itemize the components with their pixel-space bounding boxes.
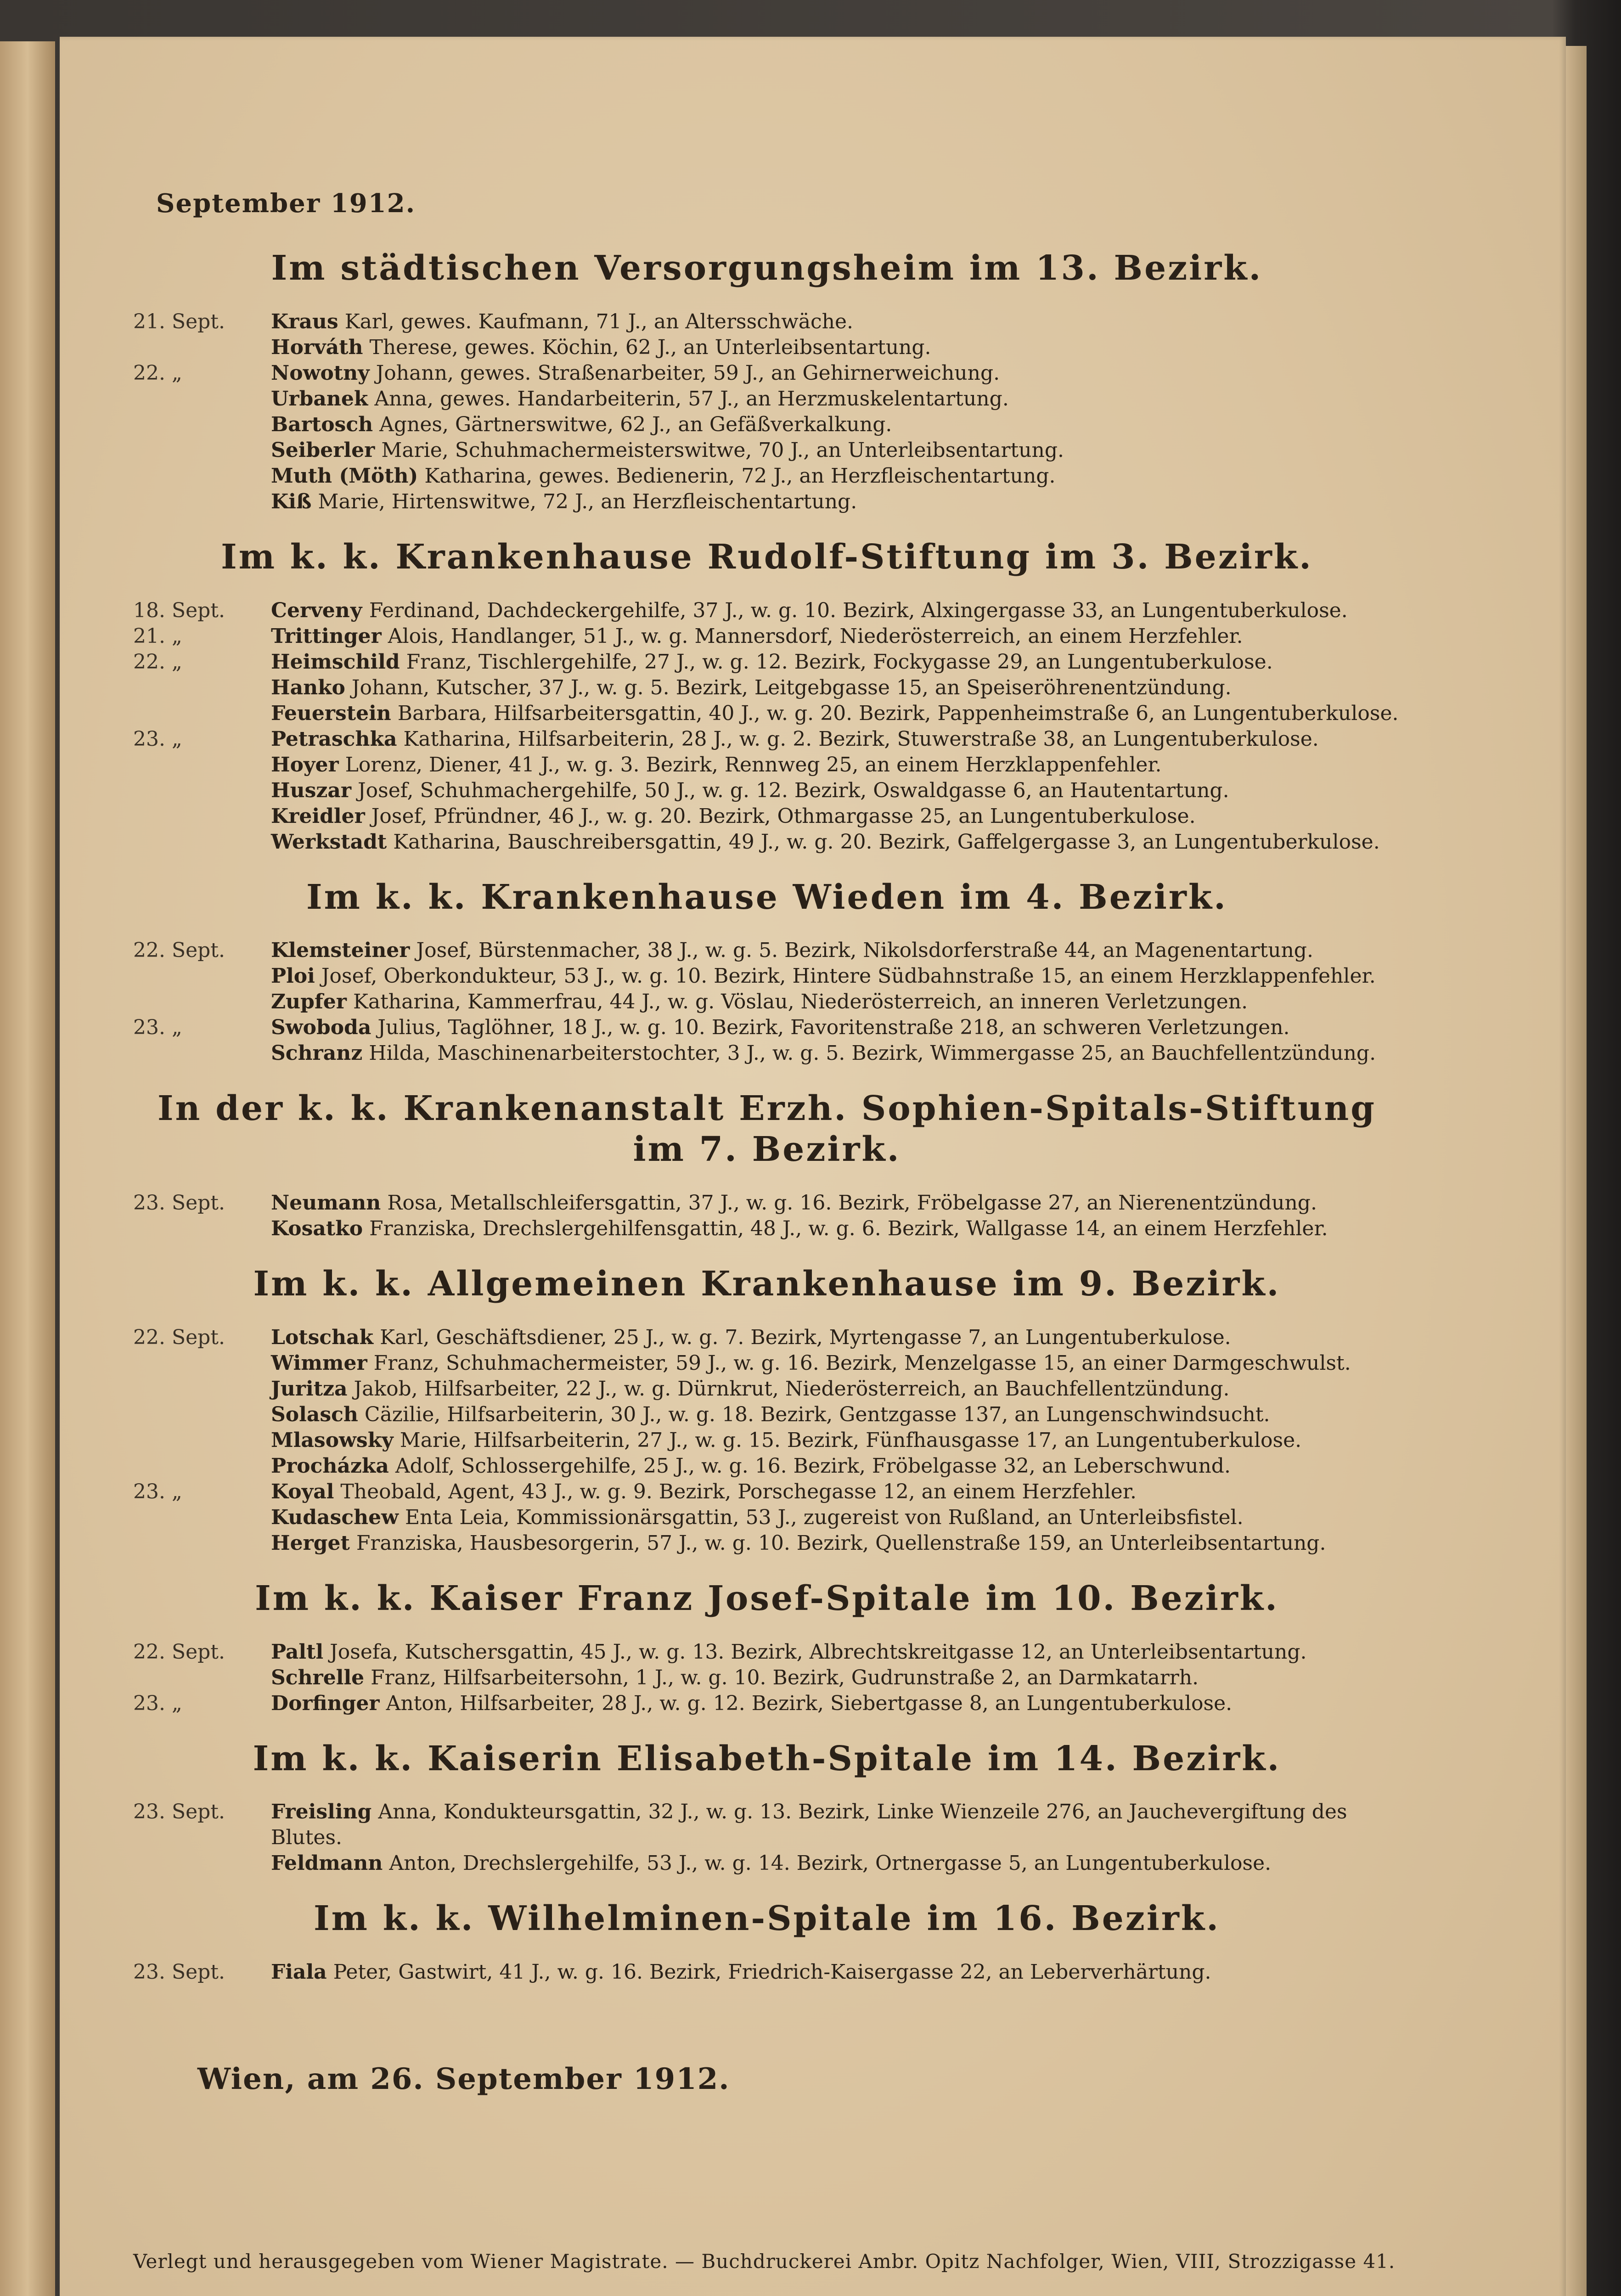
entry-text <box>271 1376 1401 1402</box>
entry-text <box>271 1691 1401 1716</box>
entry-date: 23. „ <box>133 1691 182 1715</box>
entry-details: Franziska, Drechslergehilfensgattin, 48 J., w. g. 6. Bezirk, Wallgasse 14, an einem Herzfehler. <box>369 1216 1328 1240</box>
deceased-surname: Ploi <box>271 964 315 988</box>
entry-details: Franz, Hilfsarbeitersohn, 1 J., w. g. 10. Bezirk, Gudrunstraße 2, an Darmkatarrh. <box>371 1666 1199 1689</box>
death-entry <box>133 1402 1401 1428</box>
entry-details: Franz, Schuhmachermeister, 59 J., w. g. 16. Bezirk, Menzelgasse 15, an einer Darmgeschwulst. <box>373 1351 1351 1375</box>
entry-text <box>271 701 1401 726</box>
hospital-section <box>133 248 1401 515</box>
entry-text <box>271 489 1401 515</box>
deceased-surname: Seiberler <box>271 438 375 462</box>
hospital-section <box>133 877 1401 1067</box>
deceased-surname: Kreidler <box>271 804 365 828</box>
hospital-section <box>133 1578 1401 1716</box>
section-title: Im k. k. Kaiser Franz Josef-Spitale im 10. Bezirk. <box>255 1578 1279 1618</box>
deceased-surname: Freisling <box>271 1800 372 1824</box>
entry-details: Enta Leia, Kommissionärsgattin, 53 J., zugereist von Rußland, an Unterleibsfistel. <box>405 1505 1244 1529</box>
entry-text <box>271 1639 1401 1665</box>
entry-date: 22. Sept. <box>133 939 225 962</box>
entry-date: 22. Sept. <box>133 1640 225 1664</box>
entry-text <box>271 1190 1401 1216</box>
entry-text <box>271 726 1401 752</box>
entry-text <box>271 1325 1401 1351</box>
deceased-surname: Paltl <box>271 1640 324 1664</box>
section-title: Im städtischen Versorgungsheim im 13. Bezirk. <box>271 248 1263 288</box>
entry-details: Josef, Schuhmachergehilfe, 50 J., w. g. 12. Bezirk, Oswaldgasse 6, an Hautentartung. <box>358 778 1229 802</box>
deceased-surname: Huszar <box>271 778 352 802</box>
section-title: Im k. k. Krankenhause Wieden im 4. Bezirk. <box>306 877 1227 917</box>
death-entry <box>133 1325 1401 1351</box>
deceased-surname: Kiß <box>271 490 312 513</box>
entry-details: Rosa, Metallschleifersgattin, 37 J., w. g. 16. Bezirk, Fröbelgasse 27, an Nierenentzündung. <box>387 1191 1317 1215</box>
entry-text <box>271 778 1401 804</box>
hospital-section <box>133 1898 1401 1985</box>
entry-details: Alois, Handlanger, 51 J., w. g. Mannersdorf, Niederösterreich, an einem Herzfehler. <box>388 624 1243 648</box>
entry-text <box>271 1351 1401 1376</box>
entry-text <box>271 804 1401 829</box>
deceased-surname: Neumann <box>271 1191 381 1215</box>
deceased-surname: Swoboda <box>271 1016 371 1040</box>
entry-details: Hilda, Maschinenarbeiterstochter, 3 J., w. g. 5. Bezirk, Wimmergasse 25, an Bauchfellentzündung. <box>369 1041 1376 1065</box>
entry-details: Katharina, Hilfsarbeiterin, 28 J., w. g. 2. Bezirk, Stuwerstraße 38, an Lungentuberkulose. <box>403 727 1319 751</box>
deceased-surname: Bartosch <box>271 412 373 436</box>
death-entry <box>133 938 1401 963</box>
death-entry <box>133 463 1401 489</box>
deceased-surname: Petraschka <box>271 727 397 751</box>
entry-details: Karl, Geschäftsdiener, 25 J., w. g. 7. Bezirk, Myrtengasse 7, an Lungentuberkulose. <box>380 1325 1231 1349</box>
death-entry <box>133 989 1401 1015</box>
deceased-surname: Kraus <box>271 310 338 333</box>
deceased-surname: Lotschak <box>271 1325 374 1349</box>
death-entry <box>133 649 1401 675</box>
deceased-surname: Mlasowsky <box>271 1428 394 1452</box>
deceased-surname: Feuerstein <box>271 701 391 725</box>
death-entry <box>133 624 1401 649</box>
deceased-surname: Kosatko <box>271 1216 363 1240</box>
death-entry <box>133 675 1401 701</box>
deceased-surname: Horváth <box>271 335 363 359</box>
section-title: Im k. k. Wilhelminen-Spitale im 16. Bezirk. <box>314 1899 1220 1939</box>
entry-text <box>271 1041 1401 1066</box>
death-entry <box>133 1453 1401 1479</box>
entry-details: Katharina, Bauschreibersgattin, 49 J., w. g. 20. Bezirk, Gaffelgergasse 3, an Lungentuberkulose. <box>393 830 1380 854</box>
deceased-surname: Herget <box>271 1531 350 1555</box>
entry-text <box>271 1015 1401 1041</box>
entry-text <box>271 309 1401 335</box>
deceased-surname: Zupfer <box>271 990 347 1014</box>
deceased-surname: Nowotny <box>271 361 370 385</box>
deceased-surname: Kudaschew <box>271 1505 399 1529</box>
deceased-surname: Werkstadt <box>271 830 387 854</box>
deceased-surname: Heimschild <box>271 650 400 674</box>
entry-details: Karl, gewes. Kaufmann, 71 J., an Altersschwäche. <box>344 310 854 333</box>
hospital-section <box>133 537 1401 855</box>
entry-date: 21. „ <box>133 624 182 648</box>
death-entry <box>133 412 1401 438</box>
death-entry <box>133 1190 1401 1216</box>
death-entry <box>133 1479 1401 1505</box>
entry-details: Marie, Schuhmachermeisterswitwe, 70 J., an Unterleibsentartung. <box>381 438 1064 462</box>
entry-text <box>271 938 1401 963</box>
entry-date: 23. Sept. <box>133 1960 225 1984</box>
death-entry <box>133 1351 1401 1376</box>
deceased-surname: Koyal <box>271 1480 334 1503</box>
death-entry <box>133 1015 1401 1041</box>
death-entry <box>133 438 1401 463</box>
entry-details: Adolf, Schlossergehilfe, 25 J., w. g. 16. Bezirk, Fröbelgasse 32, an Leberschwund. <box>395 1454 1231 1478</box>
death-entry <box>133 963 1401 989</box>
entry-text <box>271 675 1401 701</box>
entry-text <box>271 1959 1401 1985</box>
entry-details: Anton, Drechslergehilfe, 53 J., w. g. 14. Bezirk, Ortnergasse 5, an Lungentuberkulose. <box>389 1851 1272 1875</box>
entry-details: Therese, gewes. Köchin, 62 J., an Unterleibsentartung. <box>369 335 931 359</box>
death-entry <box>133 1216 1401 1242</box>
entry-details: Katharina, Kammerfrau, 44 J., w. g. Vöslau, Niederösterreich, an inneren Verletzungen. <box>353 990 1248 1014</box>
entry-text <box>271 1428 1401 1453</box>
deceased-surname: Trittinger <box>271 624 382 648</box>
entry-details: Josef, Oberkondukteur, 53 J., w. g. 10. Bezirk, Hintere Südbahnstraße 15, an einem Herzklappenfehler. <box>321 964 1376 988</box>
entry-details: Lorenz, Diener, 41 J., w. g. 3. Bezirk, Rennweg 25, an einem Herzklappenfehler. <box>345 753 1162 777</box>
death-entry <box>133 1531 1401 1556</box>
deceased-surname: Hanko <box>271 675 345 699</box>
death-entry <box>133 1505 1401 1531</box>
deceased-surname: Hoyer <box>271 753 339 777</box>
entry-details: Franz, Tischlergehilfe, 27 J., w. g. 12. Bezirk, Fockygasse 29, an Lungentuberkulose. <box>406 650 1273 674</box>
death-entry <box>133 829 1401 855</box>
entry-date: 18. Sept. <box>133 598 225 622</box>
entry-text <box>271 752 1401 778</box>
entry-text <box>271 438 1401 463</box>
deceased-surname: Cervenу <box>271 598 363 622</box>
entry-details: Ferdinand, Dachdeckergehilfe, 37 J., w. g. 10. Bezirk, Alxingergasse 33, an Lungentuberkulose. <box>369 598 1348 622</box>
section-title: In der k. k. Krankenanstalt Erzh. Sophien-Spitals-Stiftung im 7. Bezirk. <box>158 1089 1376 1170</box>
entry-text <box>271 1479 1401 1505</box>
entry-details: Marie, Hilfsarbeiterin, 27 J., w. g. 15. Bezirk, Fünfhausgasse 17, an Lungentuberkulose. <box>400 1428 1302 1452</box>
entry-date: 23. „ <box>133 1480 182 1503</box>
entry-text <box>271 624 1401 649</box>
entry-details: Anna, Kondukteursgattin, 32 J., w. g. 13. Bezirk, Linke Wienzeile 276, an Jauchevergiftung des Blutes. <box>271 1800 1347 1850</box>
entry-text <box>271 598 1401 624</box>
hospital-section <box>133 1264 1401 1556</box>
entry-text <box>271 829 1401 855</box>
deceased-surname: Wimmer <box>271 1351 367 1375</box>
entry-details: Anton, Hilfsarbeiter, 28 J., w. g. 12. Bezirk, Siebertgasse 8, an Lungentuberkulose. <box>386 1691 1233 1715</box>
deceased-surname: Dorfinger <box>271 1691 380 1715</box>
entry-text <box>271 386 1401 412</box>
entry-date: 23. Sept. <box>133 1800 225 1824</box>
hospital-section <box>133 1739 1401 1877</box>
entry-text <box>271 335 1401 360</box>
death-register-content <box>133 248 1401 2007</box>
entry-text <box>271 1216 1401 1242</box>
entry-details: Katharina, gewes. Bedienerin, 72 J., an Herzfleischentartung. <box>424 464 1056 488</box>
death-entry <box>133 1851 1401 1876</box>
deceased-surname: Fiala <box>271 1960 327 1984</box>
hospital-section <box>133 1088 1401 1242</box>
entry-details: Cäzilie, Hilfsarbeiterin, 30 J., w. g. 18. Bezirk, Gentzgasse 137, an Lungenschwindsucht. <box>364 1402 1270 1426</box>
header-date: September 1912. <box>156 188 416 219</box>
entry-text <box>271 963 1401 989</box>
death-entry <box>133 1376 1401 1402</box>
entry-details: Barbara, Hilfsarbeitersgattin, 40 J., w. g. 20. Bezirk, Pappenheimstraße 6, an Lungentuberkulose. <box>397 701 1399 725</box>
death-entry <box>133 360 1401 386</box>
death-entry <box>133 1639 1401 1665</box>
entry-text <box>271 989 1401 1015</box>
deceased-surname: Urbanek <box>271 387 368 411</box>
death-entry <box>133 1041 1401 1066</box>
death-entry <box>133 489 1401 515</box>
entry-text <box>271 649 1401 675</box>
death-entry <box>133 804 1401 829</box>
death-entry <box>133 701 1401 726</box>
entry-text <box>271 1665 1401 1691</box>
deceased-surname: Klemsteiner <box>271 939 410 962</box>
entry-date: 23. „ <box>133 727 182 751</box>
section-title: Im k. k. Allgemeinen Krankenhause im 9. Bezirk. <box>253 1264 1281 1304</box>
entry-details: Jakob, Hilfsarbeiter, 22 J., w. g. Dürnkrut, Niederösterreich, an Bauchfellentzündung. <box>354 1377 1230 1401</box>
place-and-date: Wien, am 26. September 1912. <box>197 2062 730 2096</box>
entry-details: Franziska, Hausbesorgerin, 57 J., w. g. 10. Bezirk, Quellenstraße 159, an Unterleibsentartung. <box>356 1531 1326 1555</box>
entry-details: Anna, gewes. Handarbeiterin, 57 J., an Herzmuskelentartung. <box>374 387 1009 411</box>
entry-details: Agnes, Gärtnerswitwe, 62 J., an Gefäßverkalkung. <box>379 412 892 436</box>
death-entry <box>133 726 1401 752</box>
entry-details: Theobald, Agent, 43 J., w. g. 9. Bezirk, Porschegasse 12, an einem Herzfehler. <box>340 1480 1137 1503</box>
deceased-surname: Feldmann <box>271 1851 383 1875</box>
death-entry <box>133 386 1401 412</box>
death-entry <box>133 335 1401 360</box>
entry-text <box>271 1453 1401 1479</box>
entry-details: Josef, Pfründner, 46 J., w. g. 20. Bezirk, Othmargasse 25, an Lungentuberkulose. <box>371 804 1196 828</box>
entry-details: Marie, Hirtenswitwe, 72 J., an Herzfleischentartung. <box>318 490 857 513</box>
entry-text <box>271 1531 1401 1556</box>
entry-text <box>271 1799 1401 1851</box>
entry-date: 22. „ <box>133 650 182 674</box>
entry-details: Johann, gewes. Straßenarbeiter, 59 J., an Gehirnerweichung. <box>376 361 1000 385</box>
entry-text <box>271 1851 1401 1876</box>
adjacent-page-edge <box>0 41 55 2296</box>
death-entry <box>133 752 1401 778</box>
entry-details: Josefa, Kutschersgattin, 45 J., w. g. 13. Bezirk, Albrechtskreitgasse 12, an Unterleibsentartung. <box>330 1640 1307 1664</box>
page-stack-edge <box>1566 46 1587 2296</box>
entry-text <box>271 1505 1401 1531</box>
entry-text <box>271 463 1401 489</box>
death-entry <box>133 1665 1401 1691</box>
section-title: Im k. k. Krankenhause Rudolf-Stiftung im 3. Bezirk. <box>221 537 1313 577</box>
entry-details: Johann, Kutscher, 37 J., w. g. 5. Bezirk, Leitgebgasse 15, an Speiseröhrenentzündung. <box>351 675 1232 699</box>
death-entry <box>133 598 1401 624</box>
entry-date: 21. Sept. <box>133 310 225 333</box>
entry-details: Julius, Taglöhner, 18 J., w. g. 10. Bezirk, Favoritenstraße 218, an schweren Verletzungen. <box>377 1016 1290 1040</box>
death-entry <box>133 778 1401 804</box>
entry-date: 22. Sept. <box>133 1325 225 1349</box>
entry-text <box>271 1402 1401 1428</box>
entry-date: 22. „ <box>133 361 182 385</box>
entry-details: Josef, Bürstenmacher, 38 J., w. g. 5. Bezirk, Nikolsdorferstraße 44, an Magenentartung. <box>416 939 1313 962</box>
deceased-surname: Juritza <box>271 1377 348 1401</box>
publisher-imprint: Verlegt und herausgegeben vom Wiener Magistrate. — Buchdruckerei Ambr. Opitz Nachfolger, Wien, VIII, Strozzigasse 41. <box>133 2250 1396 2273</box>
entry-date: 23. „ <box>133 1016 182 1040</box>
deceased-surname: Muth (Möth) <box>271 464 418 488</box>
death-entry <box>133 1799 1401 1851</box>
death-entry <box>133 1959 1401 1985</box>
deceased-surname: Solasch <box>271 1402 358 1426</box>
deceased-surname: Procházka <box>271 1454 389 1478</box>
death-entry <box>133 1691 1401 1716</box>
deceased-surname: Schrelle <box>271 1666 365 1689</box>
section-title: Im k. k. Kaiserin Elisabeth-Spitale im 14. Bezirk. <box>253 1739 1281 1778</box>
death-entry <box>133 309 1401 335</box>
entry-text <box>271 360 1401 386</box>
entry-details: Peter, Gastwirt, 41 J., w. g. 16. Bezirk, Friedrich-Kaisergasse 22, an Leberverhärtung. <box>333 1960 1211 1984</box>
deceased-surname: Schranz <box>271 1041 363 1065</box>
entry-date: 23. Sept. <box>133 1191 225 1215</box>
death-entry <box>133 1428 1401 1453</box>
entry-text <box>271 412 1401 438</box>
